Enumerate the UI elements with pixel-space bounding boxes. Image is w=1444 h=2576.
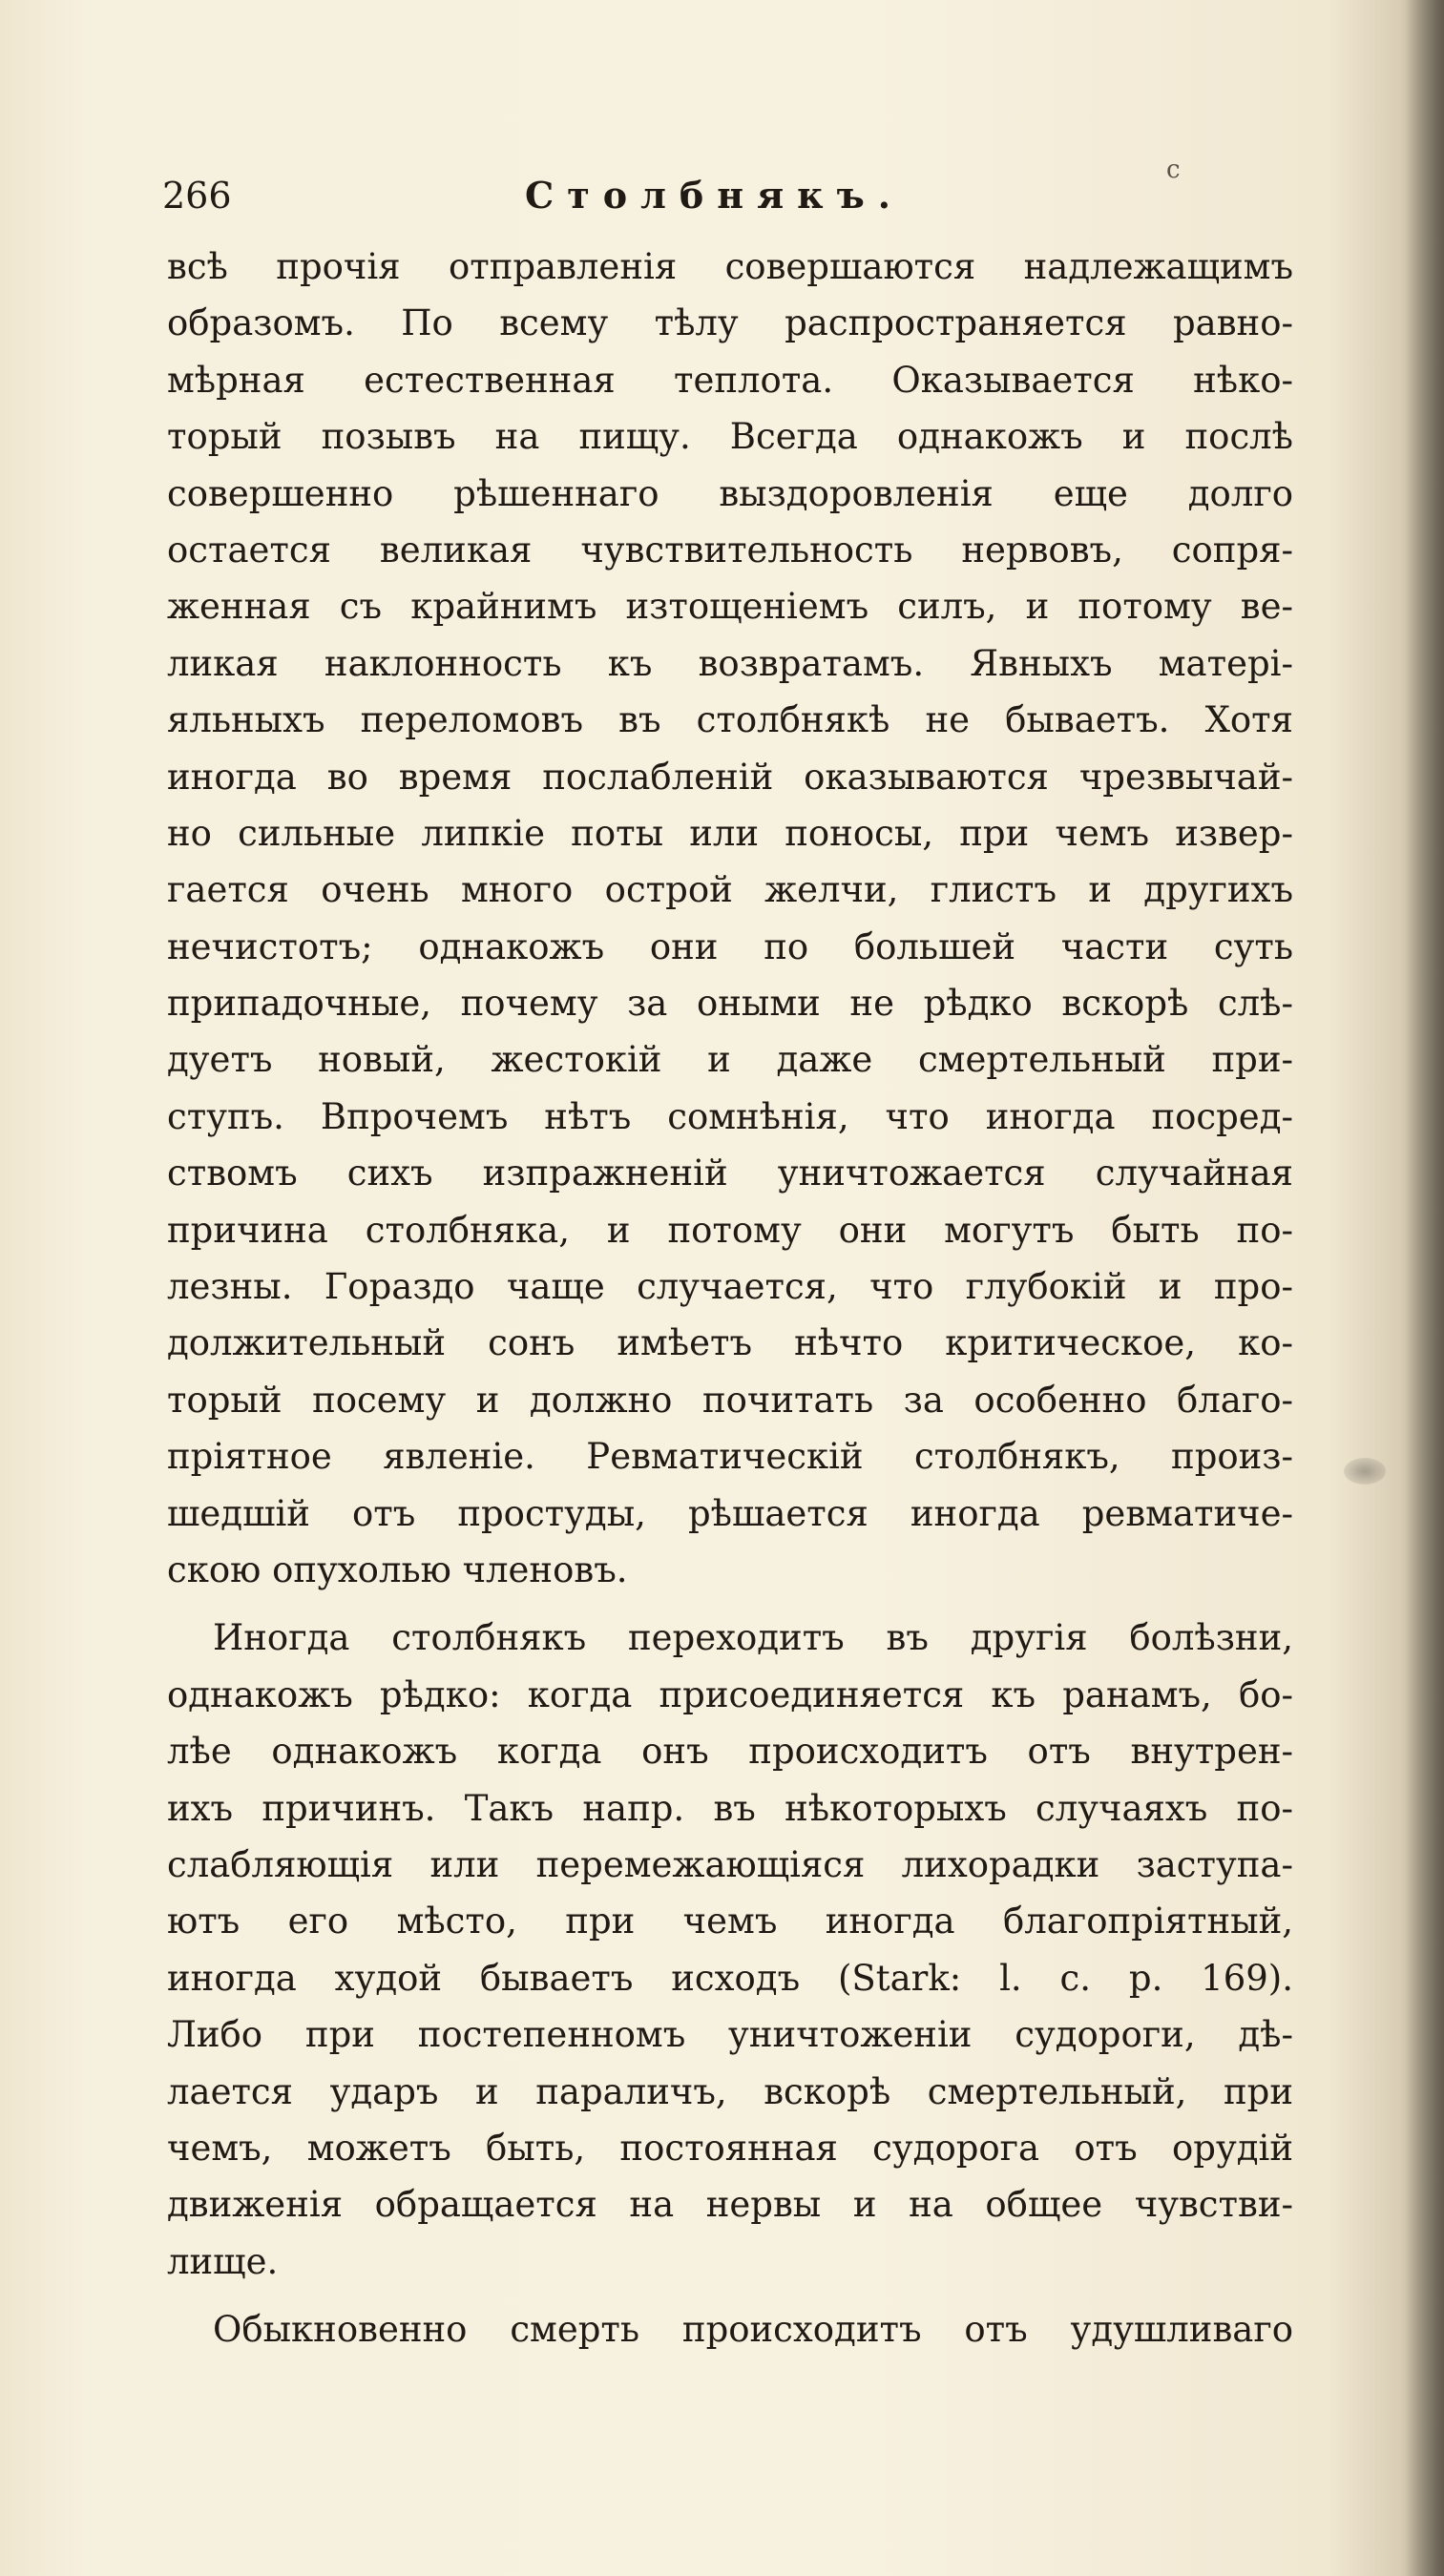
text-line: Обыкновенно смерть происходитъ отъ удушливаго — [213, 2309, 1293, 2351]
running-title: Столбнякъ. — [525, 174, 904, 217]
text-line: торый позывъ на пищу. Всегда однакожъ и послѣ — [167, 416, 1293, 458]
text-line: всѣ прочія отправленія совершаются надлежащимъ — [167, 246, 1293, 287]
text-line: ютъ его мѣсто, при чемъ иногда благопріятный, — [167, 1901, 1293, 1942]
text-line: иногда худой бываетъ исходъ (Stark: l. c. p. 169). — [167, 1957, 1293, 1999]
page-header — [162, 167, 1288, 224]
text-line: яльныхъ переломовъ въ столбнякѣ не бываетъ. Хотя — [167, 699, 1293, 741]
page-number: 266 — [162, 175, 232, 217]
body-text — [167, 239, 1293, 2358]
text-line: нечистотъ; однакожъ они по большей части суть — [167, 925, 1293, 967]
text-line: ликая наклонность къ возвратамъ. Явныхъ матері- — [167, 642, 1293, 684]
text-line: ихъ причинъ. Такъ напр. въ нѣкоторыхъ случаяхъ по- — [167, 1787, 1293, 1829]
text-line: однакожъ рѣдко: когда присоединяется къ ранамъ, бо- — [167, 1673, 1293, 1715]
page-edge-shadow — [1406, 0, 1444, 2576]
text-line: ступъ. Впрочемъ нѣтъ сомнѣнія, что иногда посред- — [167, 1095, 1293, 1137]
text-line: мѣрная естественная теплота. Оказывается нѣко- — [167, 359, 1293, 401]
paragraph-1 — [167, 239, 1293, 1598]
text-line: лается ударъ и параличъ, вскорѣ смертельный, при — [167, 2070, 1293, 2112]
text-line: скою опухолью членовъ. — [167, 1548, 628, 1590]
text-line: Иногда столбнякъ переходитъ въ другія болѣзни, — [213, 1617, 1293, 1659]
text-line: шедшій отъ простуды, рѣшается иногда ревматиче- — [167, 1492, 1293, 1534]
corner-mark: c — [1166, 156, 1181, 184]
text-line: чемъ, можетъ быть, постоянная судорога отъ орудій — [167, 2127, 1293, 2169]
text-line: лезны. Гораздо чаще случается, что глубокій и про- — [167, 1266, 1293, 1308]
text-line: образомъ. По всему тѣлу распространяется равно- — [167, 302, 1293, 344]
text-line: дуетъ новый, жестокій и даже смертельный при- — [167, 1039, 1293, 1081]
text-line: остается великая чувствительность нервовъ, сопря- — [167, 529, 1293, 571]
text-line: торый посему и должно почитать за особенно благо- — [167, 1379, 1293, 1421]
paragraph-3 — [167, 2301, 1293, 2358]
text-line: пріятное явленіе. Ревматическій столбнякъ, произ- — [167, 1436, 1293, 1478]
text-line: должительный сонъ имѣетъ нѣчто критическое, ко- — [167, 1322, 1293, 1364]
paragraph-2 — [167, 1610, 1293, 2290]
text-line: но сильные липкіе поты или поносы, при чемъ извер- — [167, 812, 1293, 854]
text-line: ствомъ сихъ изпражненій уничтожается случайная — [167, 1153, 1293, 1195]
text-line: женная съ крайнимъ изтощеніемъ силъ, и потому ве- — [167, 586, 1293, 628]
text-line: припадочные, почему за оными не рѣдко вскорѣ слѣ- — [167, 983, 1293, 1025]
text-line: совершенно рѣшеннаго выздоровленія еще долго — [167, 472, 1293, 514]
ink-smudge — [1344, 1458, 1386, 1485]
text-line: лище. — [167, 2240, 279, 2282]
text-line: причина столбняка, и потому они могутъ быть по- — [167, 1209, 1293, 1251]
text-line: лѣе однакожъ когда онъ происходитъ отъ внутрен- — [167, 1731, 1293, 1773]
text-line: гается очень много острой желчи, глистъ и другихъ — [167, 869, 1293, 911]
text-line: слабляющія или перемежающіяся лихорадки заступа- — [167, 1843, 1293, 1885]
text-line: иногда во время послабленій оказываются чрезвычай- — [167, 756, 1293, 798]
text-line: Либо при постепенномъ уничтоженіи судороги, дѣ- — [167, 2014, 1293, 2056]
text-line: движенія обращается на нервы и на общее чувстви- — [167, 2184, 1293, 2226]
